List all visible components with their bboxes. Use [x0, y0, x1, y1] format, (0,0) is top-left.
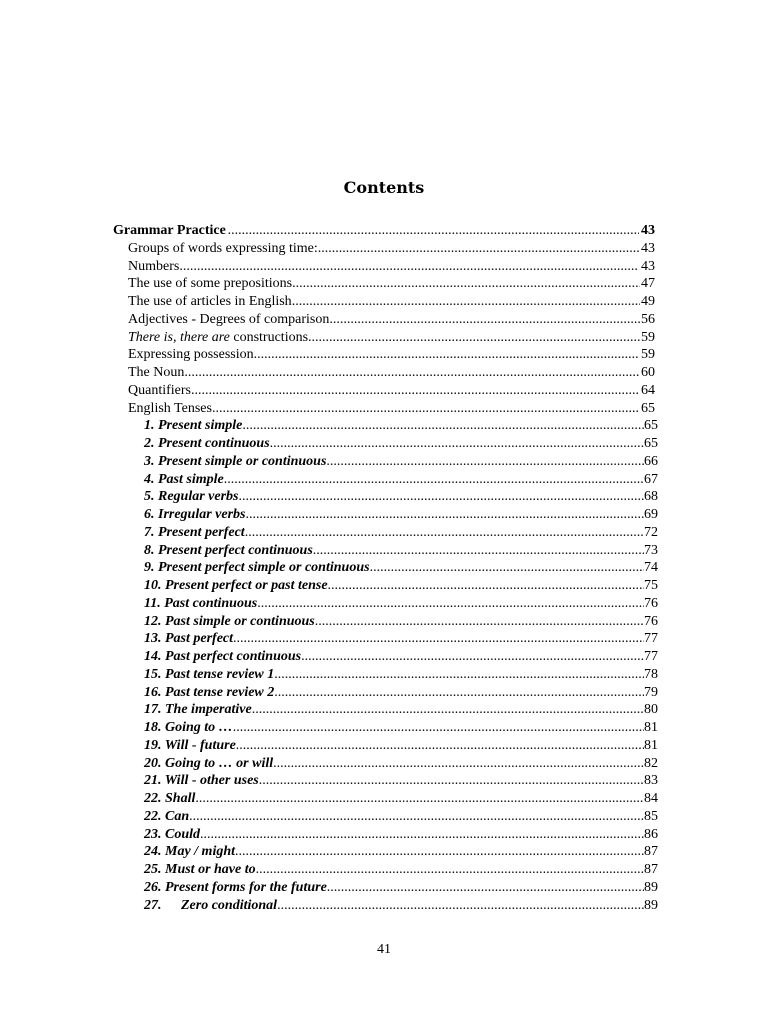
toc-entry-page: 86 — [644, 826, 658, 842]
toc-leader-dots — [184, 364, 639, 382]
toc-entry-label: 3. Present simple or continuous — [144, 453, 327, 469]
toc-entry-page: 47 — [641, 276, 655, 292]
toc-leader-dots — [189, 808, 644, 826]
toc-entry-label: 27. Zero conditional — [144, 897, 278, 913]
toc-entry-label: 11. Past continuous — [144, 595, 258, 611]
toc-entry-page: 49 — [641, 294, 655, 309]
toc-entry-label: 22. Can — [144, 808, 190, 824]
toc-leader-dots — [200, 826, 644, 844]
toc-entry-page: 43 — [641, 223, 656, 238]
toc-entry[interactable] — [144, 861, 658, 879]
toc-entry[interactable] — [144, 826, 658, 844]
toc-entry[interactable] — [128, 400, 655, 418]
toc-entry-label: 21. Will - other uses — [144, 773, 259, 789]
toc-entry[interactable] — [144, 843, 658, 861]
toc-entry-page: 84 — [644, 791, 658, 806]
toc-entry-page: 74 — [644, 560, 658, 576]
toc-leader-dots — [292, 293, 640, 311]
toc-entry-page: 81 — [644, 737, 658, 753]
toc-leader-dots — [239, 488, 645, 506]
toc-entry-label: 25. Must or have to — [144, 862, 256, 877]
toc-entry[interactable] — [128, 346, 655, 364]
toc-entry-label: The Noun — [128, 365, 185, 380]
toc-entry-page: 73 — [644, 542, 658, 558]
toc-leader-dots — [259, 772, 644, 790]
toc-entry[interactable] — [144, 488, 658, 506]
toc-entry[interactable] — [128, 258, 655, 276]
toc-entry-page: 65 — [641, 400, 655, 416]
toc-entry-label: Expressing possession — [128, 347, 254, 363]
toc-entry-page: 56 — [641, 311, 655, 327]
toc-entry[interactable] — [144, 808, 658, 826]
toc-leader-dots — [270, 435, 644, 453]
toc-entry-label: Adjectives - Degrees of comparison — [128, 311, 330, 327]
toc-entry-page: 59 — [641, 329, 655, 345]
toc-leader-dots — [274, 666, 644, 684]
toc-entry[interactable] — [128, 311, 655, 329]
toc-entry-page: 83 — [644, 773, 658, 789]
toc-entry[interactable] — [144, 524, 658, 542]
toc-leader-dots — [318, 240, 640, 258]
toc-entry-page: 59 — [641, 347, 655, 363]
toc-entry[interactable] — [144, 719, 658, 737]
toc-leader-dots — [370, 559, 644, 577]
toc-entry-label: 6. Irregular verbs — [144, 507, 246, 522]
toc-entry-label: 23. Could — [144, 826, 201, 842]
toc-entry[interactable] — [144, 417, 658, 435]
toc-entry-label: Quantifiers — [128, 382, 191, 398]
toc-entry[interactable] — [128, 240, 655, 258]
toc-entry-label: 19. Will - future — [144, 737, 236, 753]
toc-leader-dots — [328, 577, 644, 595]
toc-leader-dots — [195, 790, 644, 808]
toc-entry-page: 60 — [641, 365, 655, 380]
toc-entry-page: 87 — [644, 862, 658, 877]
toc-leader-dots — [245, 524, 644, 542]
toc-entry-page: 82 — [644, 755, 658, 771]
toc-leader-dots — [256, 861, 644, 879]
toc-entry-label: 8. Present perfect continuous — [144, 542, 313, 558]
toc-leader-dots — [191, 382, 639, 400]
toc-entry-label: 13. Past perfect — [144, 631, 234, 647]
toc-leader-dots — [246, 506, 644, 524]
toc-leader-dots — [327, 879, 644, 897]
toc-entry-label: 26. Present forms for the future — [144, 879, 327, 895]
toc-leader-dots — [233, 719, 644, 737]
toc-entry[interactable] — [144, 435, 658, 453]
toc-entry[interactable] — [128, 275, 655, 293]
toc-entry-page: 78 — [644, 666, 658, 682]
toc-leader-dots — [224, 471, 644, 489]
toc-entry-label: 4. Past simple — [144, 471, 224, 487]
toc-entry-page: 75 — [644, 578, 658, 593]
toc-leader-dots — [273, 755, 644, 773]
toc-entry-page: 81 — [644, 720, 658, 735]
toc-entry[interactable] — [128, 382, 655, 400]
toc-entry-page: 43 — [641, 240, 655, 256]
toc-entry[interactable] — [128, 293, 655, 311]
toc-entry[interactable] — [144, 559, 658, 577]
page-title: Contents — [343, 178, 425, 197]
toc-entry[interactable] — [144, 613, 658, 631]
toc-entry[interactable] — [128, 364, 655, 382]
toc-entry[interactable] — [144, 755, 658, 773]
toc-entry[interactable] — [144, 790, 658, 808]
toc-entry[interactable] — [144, 595, 658, 613]
page-number: 41 — [377, 942, 391, 957]
toc-leader-dots — [242, 417, 644, 435]
toc-entry[interactable] — [144, 897, 658, 915]
toc-entry-label: 2. Present continuous — [144, 436, 270, 451]
toc-entry-page: 65 — [644, 436, 658, 451]
toc-leader-dots — [329, 311, 639, 329]
toc-leader-dots — [315, 613, 644, 631]
toc-entry[interactable] — [144, 577, 658, 595]
toc-entry-label: 22. Shall — [144, 791, 196, 806]
toc-entry-label: 14. Past perfect continuous — [144, 649, 302, 664]
toc-entry-page: 77 — [644, 649, 658, 664]
toc-entry-label: There is, there are constructions — [128, 329, 309, 345]
toc-entry-label: 7. Present perfect — [144, 524, 245, 540]
toc-entry-label: The use of articles in English — [128, 294, 292, 309]
toc-leader-dots — [277, 897, 644, 915]
toc-leader-dots — [301, 648, 644, 666]
toc-entry[interactable] — [144, 506, 658, 524]
toc-entry-label: Groups of words expressing time: — [128, 240, 318, 256]
toc-entry-label: 20. Going to … or will — [144, 755, 274, 771]
toc-entry-page: 43 — [641, 258, 655, 274]
toc-leader-dots — [308, 329, 640, 347]
toc-leader-dots — [179, 258, 639, 276]
toc-entry[interactable] — [144, 701, 658, 719]
toc-leader-dots — [274, 684, 644, 702]
toc-entry-label: 12. Past simple or continuous — [144, 613, 315, 629]
toc-entry-label: 24. May / might — [144, 844, 236, 860]
toc-entry-page: 69 — [644, 507, 658, 522]
toc-leader-dots — [236, 737, 644, 755]
toc-entry-page: 72 — [644, 524, 658, 540]
toc-entry-label: 17. The imperative — [144, 702, 252, 718]
toc-entry-label: 9. Present perfect simple or continuous — [144, 560, 370, 576]
toc-entry[interactable] — [144, 772, 658, 790]
toc-entry[interactable] — [144, 471, 658, 489]
toc-entry-label: 10. Present perfect or past tense — [144, 578, 328, 593]
toc-leader-dots — [233, 630, 644, 648]
toc-entry-label: Numbers — [128, 258, 180, 274]
toc-leader-dots — [235, 843, 644, 861]
toc-entry[interactable] — [128, 329, 655, 347]
toc-entry[interactable] — [144, 666, 658, 684]
toc-entry-label: 16. Past tense review 2 — [144, 684, 275, 700]
toc-entry[interactable] — [144, 737, 658, 755]
toc-entry-label: Grammar Practice — [113, 223, 226, 238]
toc-entry-page: 85 — [644, 808, 658, 824]
toc-leader-dots — [252, 701, 644, 719]
toc-leader-dots — [326, 453, 644, 471]
toc-entry-label: 18. Going to … — [144, 720, 233, 735]
toc-entry[interactable] — [144, 648, 658, 666]
toc-leader-dots — [212, 400, 639, 418]
toc-entry[interactable] — [144, 684, 658, 702]
toc-entry-page: 77 — [644, 631, 658, 647]
toc-entry-page: 65 — [644, 418, 658, 434]
toc-leader-dots — [313, 542, 644, 560]
toc-entry-label: English Tenses — [128, 400, 212, 416]
toc-entry-page: 68 — [644, 489, 658, 505]
toc-entry-page: 89 — [644, 879, 658, 895]
toc-leader-dots — [254, 346, 640, 364]
toc-entry[interactable] — [113, 222, 655, 240]
toc-entry[interactable] — [144, 879, 658, 897]
toc-entry[interactable] — [144, 453, 658, 471]
toc-entry-page: 64 — [641, 382, 655, 398]
toc-entry-page: 67 — [644, 471, 658, 487]
toc-entry-label: 1. Present simple — [144, 418, 243, 434]
toc-entry-label: 15. Past tense review 1 — [144, 666, 275, 682]
toc-entry-page: 80 — [644, 702, 658, 718]
toc-entry-page: 87 — [644, 844, 658, 860]
toc-entry-page: 76 — [644, 595, 658, 611]
toc-entry-label: 5. Regular verbs — [144, 489, 239, 505]
toc-entry[interactable] — [144, 630, 658, 648]
toc-leader-dots — [292, 275, 639, 293]
toc-leader-dots — [228, 222, 640, 240]
toc-entry-page: 66 — [644, 453, 658, 469]
toc-entry-page: 89 — [644, 897, 658, 913]
toc-entry-page: 76 — [644, 613, 658, 629]
toc-entry[interactable] — [144, 542, 658, 560]
toc-leader-dots — [257, 595, 644, 613]
toc-entry-label: The use of some prepositions — [128, 276, 293, 292]
toc-entry-page: 79 — [644, 684, 658, 700]
